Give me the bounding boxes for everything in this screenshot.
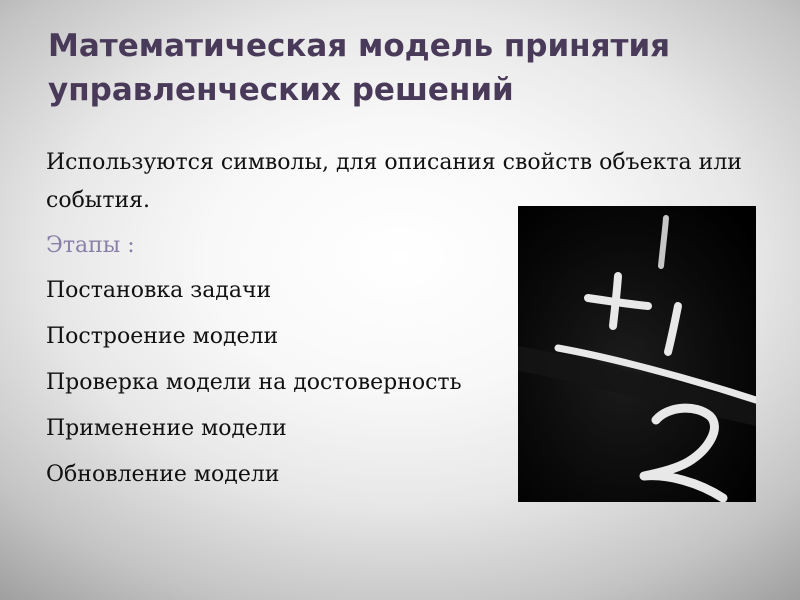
chalkboard-image [518, 206, 756, 502]
step-item: Постановка задачи [46, 278, 272, 303]
step-item: Обновление модели [46, 462, 280, 487]
stages-label: Этапы : [46, 233, 135, 258]
step-item: Построение модели [46, 324, 279, 349]
step-item: Проверка модели на достоверность [46, 370, 462, 395]
intro-text: Используются символы, для описания свойств объекта или события. [46, 150, 742, 213]
step-item: Применение модели [46, 416, 287, 441]
chalkboard-math-icon [518, 206, 756, 502]
slide-title: Математическая модель принятия управленческих решений [48, 28, 671, 108]
